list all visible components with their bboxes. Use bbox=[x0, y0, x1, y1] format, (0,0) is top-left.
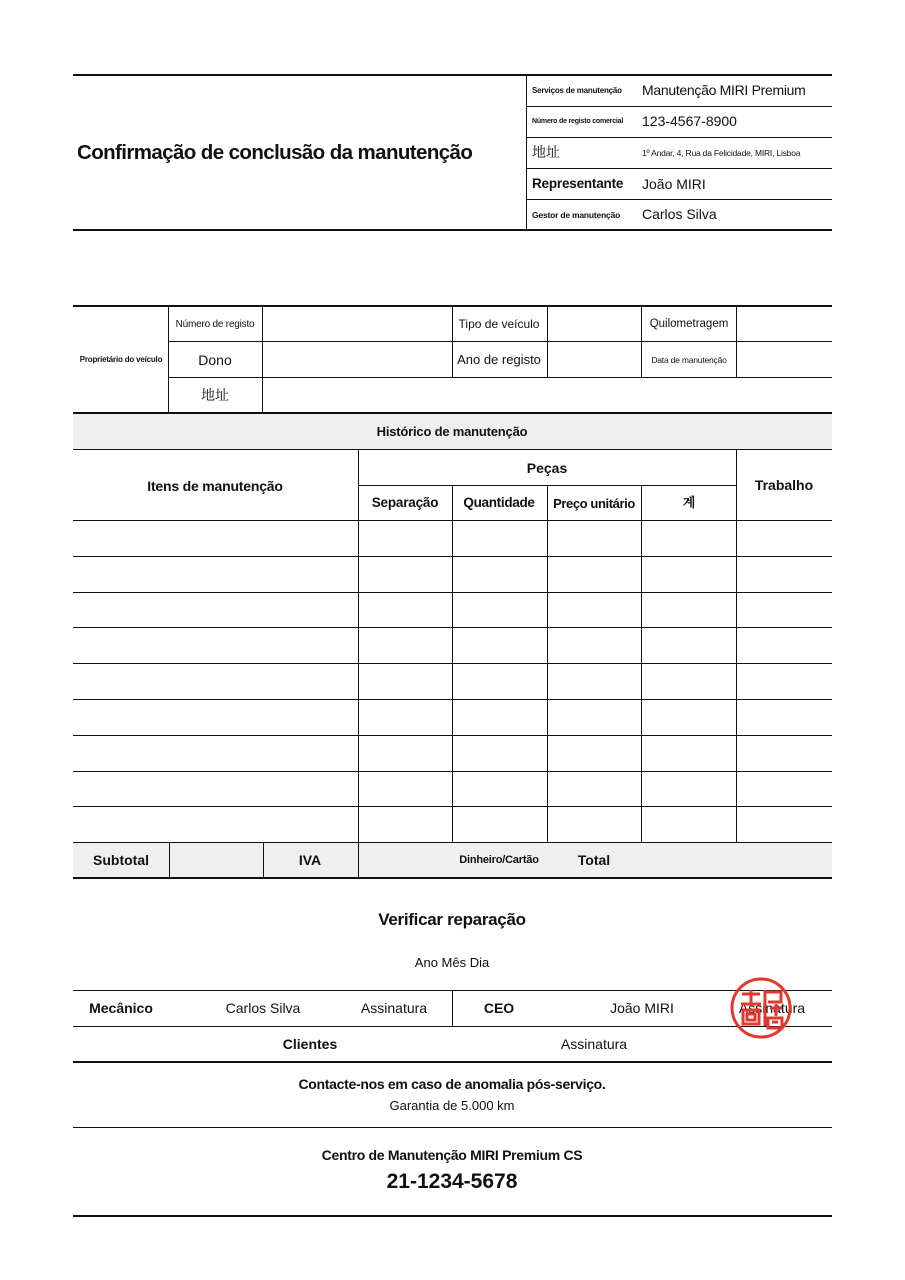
header-row-rule bbox=[527, 106, 832, 107]
clients-signature: Assinatura bbox=[560, 1036, 628, 1052]
reg-year-label: Ano de registo bbox=[457, 352, 541, 367]
vehicle-col-rule bbox=[262, 306, 263, 412]
verify-date: Ano Mês Dia bbox=[414, 955, 490, 970]
table-row-rule bbox=[73, 771, 832, 772]
page-title: Confirmação de conclusão da manutenção bbox=[77, 141, 473, 164]
manager-value: Carlos Silva bbox=[642, 206, 717, 222]
reg-number-label: Número de registo bbox=[175, 319, 255, 330]
header-row-rule bbox=[527, 168, 832, 169]
parts-col-quantity: Quantidade bbox=[463, 495, 535, 510]
table-row-rule bbox=[73, 735, 832, 736]
manager-label: Gestor de manutenção bbox=[532, 210, 621, 220]
vehicle-col-rule bbox=[168, 306, 169, 412]
service-label: Serviços de manutenção bbox=[532, 86, 622, 95]
table-row-rule bbox=[73, 699, 832, 700]
totals-col-rule bbox=[169, 843, 170, 878]
parts-col-sum: 계 bbox=[682, 495, 696, 510]
totals-row-bg bbox=[73, 843, 832, 878]
address-value: 1º Andar, 4, Rua da Felicidade, MIRI, Lisboa bbox=[642, 148, 801, 158]
mechanic-signature: Assinatura bbox=[360, 1000, 428, 1016]
table-row-rule bbox=[73, 627, 832, 628]
table-row-rule bbox=[73, 520, 832, 521]
ceo-name: João MIRI bbox=[610, 1000, 674, 1016]
items-header: Itens de manutenção bbox=[147, 478, 283, 494]
parts-col-separation: Separação bbox=[371, 495, 439, 510]
business-reg-value: 123-4567-8900 bbox=[642, 113, 737, 129]
total-label: Total bbox=[577, 852, 611, 868]
header-row-rule bbox=[527, 137, 832, 138]
parts-header: Peças bbox=[526, 460, 568, 476]
parts-col-unit-price: Preço unitário bbox=[553, 496, 635, 511]
vat-label: IVA bbox=[298, 852, 322, 868]
table-row-rule bbox=[73, 663, 832, 664]
vehicle-row-rule bbox=[169, 377, 832, 378]
clients-label: Clientes bbox=[282, 1036, 338, 1052]
contact-note: Contacte-nos em caso de anomalia pós-serviço. bbox=[298, 1076, 606, 1092]
vehicle-address-label: 地址 bbox=[201, 387, 229, 403]
vehicle-col-rule bbox=[641, 306, 642, 378]
totals-bottom-rule bbox=[73, 877, 832, 879]
totals-top-rule bbox=[73, 842, 832, 843]
owner-label: Proprietário do veículo bbox=[79, 355, 163, 364]
verify-bottom-rule bbox=[73, 1061, 832, 1063]
verify-title: Verificar reparação bbox=[378, 910, 526, 929]
owner-name-label: Dono bbox=[198, 352, 232, 368]
business-reg-label: Número de registo comercial bbox=[532, 118, 624, 125]
vehicle-col-rule bbox=[736, 306, 737, 378]
vehicle-row-rule bbox=[169, 341, 832, 342]
subtotal-label: Subtotal bbox=[93, 852, 149, 868]
representative-value: João MIRI bbox=[642, 176, 706, 192]
verify-col-rule bbox=[452, 991, 453, 1026]
footer-bottom-rule bbox=[73, 1215, 832, 1217]
mechanic-name: Carlos Silva bbox=[225, 1000, 301, 1016]
vehicle-col-rule bbox=[452, 306, 453, 378]
service-center-name: Centro de Manutenção MIRI Premium CS bbox=[321, 1147, 583, 1163]
totals-col-rule bbox=[263, 843, 264, 878]
header-row-rule bbox=[527, 199, 832, 200]
history-rule bbox=[73, 449, 832, 450]
ceo-label: CEO bbox=[483, 1000, 515, 1016]
table-row-rule bbox=[73, 806, 832, 807]
history-col-rule bbox=[641, 486, 642, 878]
history-top-rule bbox=[73, 412, 832, 414]
payment-label: Dinheiro/Cartão bbox=[459, 854, 539, 866]
warranty-note: Garantia de 5.000 km bbox=[389, 1098, 515, 1113]
labor-header: Trabalho bbox=[754, 477, 814, 493]
table-row-rule bbox=[73, 556, 832, 557]
history-col-rule bbox=[358, 450, 359, 843]
vehicle-type-label: Tipo de veículo bbox=[458, 317, 540, 331]
history-col-rule bbox=[736, 450, 737, 843]
service-value: Manutenção MIRI Premium bbox=[642, 82, 806, 98]
representative-label: Representante bbox=[532, 176, 624, 191]
service-center-phone: 21-1234-5678 bbox=[386, 1170, 518, 1193]
vehicle-col-rule bbox=[547, 306, 548, 378]
footer-divider bbox=[73, 1127, 832, 1128]
history-col-rule bbox=[547, 486, 548, 878]
history-title: Histórico de manutenção bbox=[376, 424, 528, 439]
address-label: 地址 bbox=[532, 144, 560, 160]
header-divider bbox=[526, 75, 527, 230]
header-bottom-rule bbox=[73, 229, 832, 231]
mileage-label: Quilometragem bbox=[649, 318, 729, 330]
history-col-rule bbox=[452, 486, 453, 878]
totals-col-rule bbox=[358, 843, 359, 878]
mechanic-label: Mecânico bbox=[89, 1000, 153, 1016]
header-top-rule bbox=[73, 74, 832, 76]
company-seal-stamp bbox=[728, 976, 794, 1040]
maint-date-label: Data de manutenção bbox=[651, 355, 727, 365]
verify-mid-rule bbox=[73, 1026, 832, 1027]
table-row-rule bbox=[73, 592, 832, 593]
ceo-signature: Assinatura bbox=[738, 1000, 806, 1016]
